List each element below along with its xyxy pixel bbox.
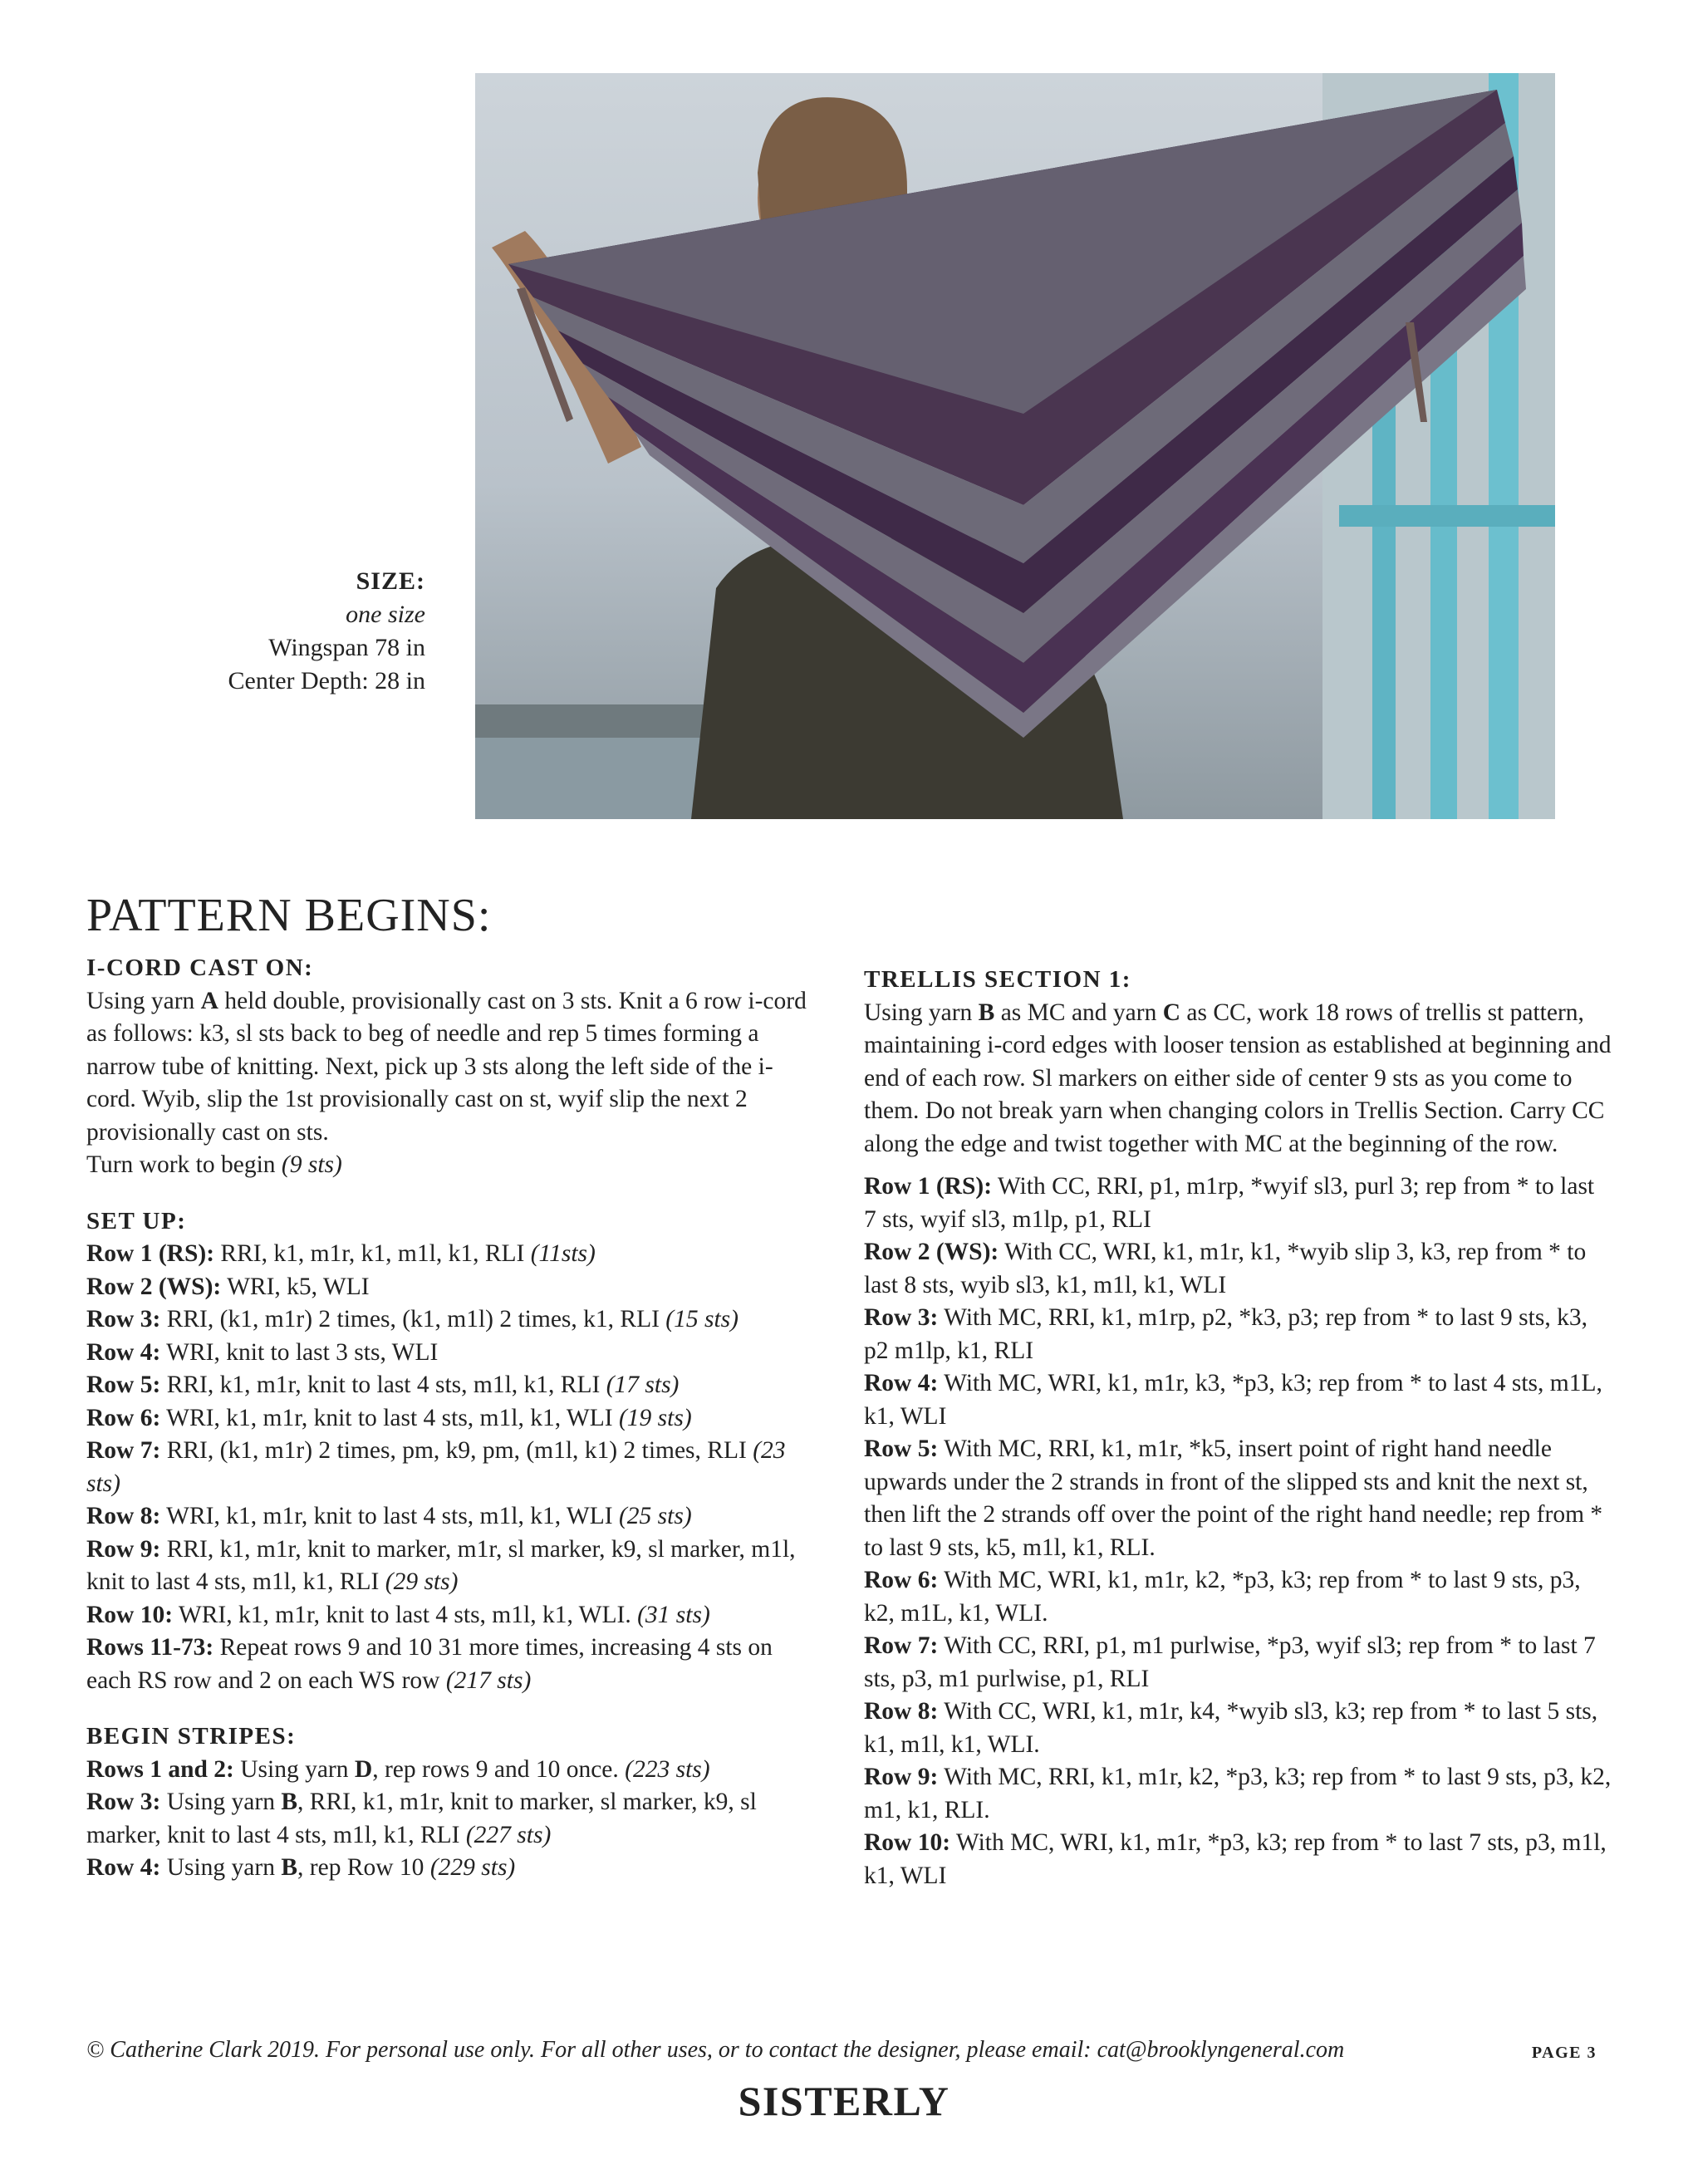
left-column: [86, 952, 817, 1885]
pattern-brand: SISTERLY: [738, 2078, 950, 2124]
trellis-row: Row 10: With MC, WRI, k1, m1r, *p3, k3; rep from * to last 7 sts, p3, m1l, k1, WLI: [864, 1829, 1607, 1889]
page-title: PATTERN BEGINS:: [86, 890, 492, 941]
stripes-row: Rows 1 and 2: Using yarn D, rep rows 9 and 10 once. (223 sts): [86, 1755, 710, 1783]
setup-row: Row 5: RRI, k1, m1r, knit to last 4 sts, m1l, k1, RLI (17 sts): [86, 1372, 680, 1398]
setup-row: Row 10: WRI, k1, m1r, knit to last 4 sts, m1l, k1, WLI. (31 sts): [86, 1601, 710, 1628]
right-column: [864, 964, 1612, 1892]
trellis-intro: Using yarn B as MC and yarn C as CC, work 18 rows of trellis st pattern, maintaining i-cord edges with looser tension as established at beginning and end of each row. Sl markers on either side of center 9 sts as you come to them. Do not break yarn when changing colors in Trellis Section. Carry CC along the edge and twist together with MC at the beginning of the row.: [864, 999, 1612, 1157]
setup-row: Row 7: RRI, (k1, m1r) 2 times, pm, k9, pm, (m1l, k1) 2 times, RLI (23 sts): [86, 1437, 786, 1497]
trellis-row: Row 1 (RS): With CC, RRI, p1, m1rp, *wyif sl3, purl 3; rep from * to last 7 sts, wyif sl3, m1lp, p1, RLI: [864, 1173, 1595, 1233]
page-number: PAGE 3: [1531, 2044, 1597, 2062]
stripes-heading: BEGIN STRIPES:: [86, 1723, 297, 1750]
trellis-heading: TRELLIS SECTION 1:: [864, 966, 1131, 993]
icord-heading: I-CORD CAST ON:: [86, 955, 314, 981]
stripes-row: Row 4: Using yarn B, rep Row 10 (229 sts): [86, 1854, 516, 1881]
size-one-size: one size: [346, 601, 425, 628]
setup-row: Row 1 (RS): RRI, k1, m1r, k1, m1l, k1, RLI (11sts): [86, 1240, 596, 1267]
trellis-row: Row 9: With MC, RRI, k1, m1r, k2, *p3, k3; rep from * to last 9 sts, p3, k2, m1, k1, RLI.: [864, 1764, 1612, 1823]
size-wingspan: Wingspan 78 in: [268, 634, 425, 661]
setup-row: Row 4: WRI, knit to last 3 sts, WLI: [86, 1338, 439, 1366]
trellis-rows: [864, 1171, 1612, 1892]
footer-copyright: © Catherine Clark 2019. For personal use only. For all other uses, or to contact the designer, please email: cat@brooklyngeneral.com: [86, 2037, 1345, 2063]
setup-row: Row 9: RRI, k1, m1r, knit to marker, m1r, sl marker, k9, sl marker, m1l, knit to last 4 sts, m1l, k1, RLI (29 sts): [86, 1535, 796, 1595]
icord-instructions: Using yarn A held double, provisionally cast on 3 sts. Knit a 6 row i-cord as follows: k3, sl sts back to beg of needle and rep 5 times forming a narrow tube of knitting. Next, pick up 3 sts along the left side of the i-cord. Wyib, slip the 1st provisionally cast on st, wyif slip the next 2 provisionally cast on sts.: [86, 987, 807, 1146]
setup-row: Row 8: WRI, k1, m1r, knit to last 4 sts, m1l, k1, WLI (25 sts): [86, 1503, 692, 1529]
trellis-row: Row 4: With MC, WRI, k1, m1r, k3, *p3, k3; rep from * to last 4 sts, m1L, k1, WLI: [864, 1370, 1602, 1430]
trellis-row: Row 6: With MC, WRI, k1, m1r, k2, *p3, k3; rep from * to last 9 sts, p3, k2, m1L, k1, WLI.: [864, 1567, 1581, 1627]
trellis-row: Row 8: With CC, WRI, k1, m1r, k4, *wyib sl3, k3; rep from * to last 5 sts, k1, m1l, k1, WLI.: [864, 1698, 1598, 1758]
setup-heading: SET UP:: [86, 1207, 187, 1234]
setup-rows: [86, 1238, 817, 1697]
size-center-depth: Center Depth: 28 in: [228, 667, 425, 694]
size-block: [228, 565, 425, 698]
setup-row: Row 6: WRI, k1, m1r, knit to last 4 sts, m1l, k1, WLI (19 sts): [86, 1404, 692, 1431]
shawl-photo: [475, 73, 1555, 819]
shawl-photo-illustration: [475, 73, 1555, 819]
trellis-row: Row 2 (WS): With CC, WRI, k1, m1r, k1, *wyib slip 3, k3, rep from * to last 8 sts, wyib sl3, k1, m1l, k1, WLI: [864, 1239, 1587, 1298]
trellis-row: Row 5: With MC, RRI, k1, m1r, *k5, insert point of right hand needle upwards under the 2 strands in front of the slipped sts and knit the next st, then lift the 2 strands off over the point of the right hand needle; rep from * to last 9 sts, k5, m1l, k1, RLI.: [864, 1436, 1603, 1561]
size-heading: SIZE:: [356, 567, 425, 595]
setup-row: Rows 11-73: Repeat rows 9 and 10 31 more times, increasing 4 sts on each RS row and 2 on each WS row (217 sts): [86, 1634, 773, 1694]
trellis-row: Row 3: With MC, RRI, k1, m1rp, p2, *k3, p3; rep from * to last 9 sts, k3, p2 m1lp, k1, RLI: [864, 1304, 1587, 1364]
setup-row: Row 2 (WS): WRI, k5, WLI: [86, 1273, 370, 1300]
icord-turn: Turn work to begin (9 sts): [86, 1151, 342, 1178]
stripes-row: Row 3: Using yarn B, RRI, k1, m1r, knit to marker, sl marker, k9, sl marker, knit to last 4 sts, m1l, k1, RLI (227 sts): [86, 1789, 757, 1848]
setup-row: Row 3: RRI, (k1, m1r) 2 times, (k1, m1l) 2 times, k1, RLI (15 sts): [86, 1306, 738, 1332]
trellis-row: Row 7: With CC, RRI, p1, m1 purlwise, *p3, wyif sl3; rep from * to last 7 sts, p3, m1 purlwise, p1, RLI: [864, 1632, 1596, 1692]
